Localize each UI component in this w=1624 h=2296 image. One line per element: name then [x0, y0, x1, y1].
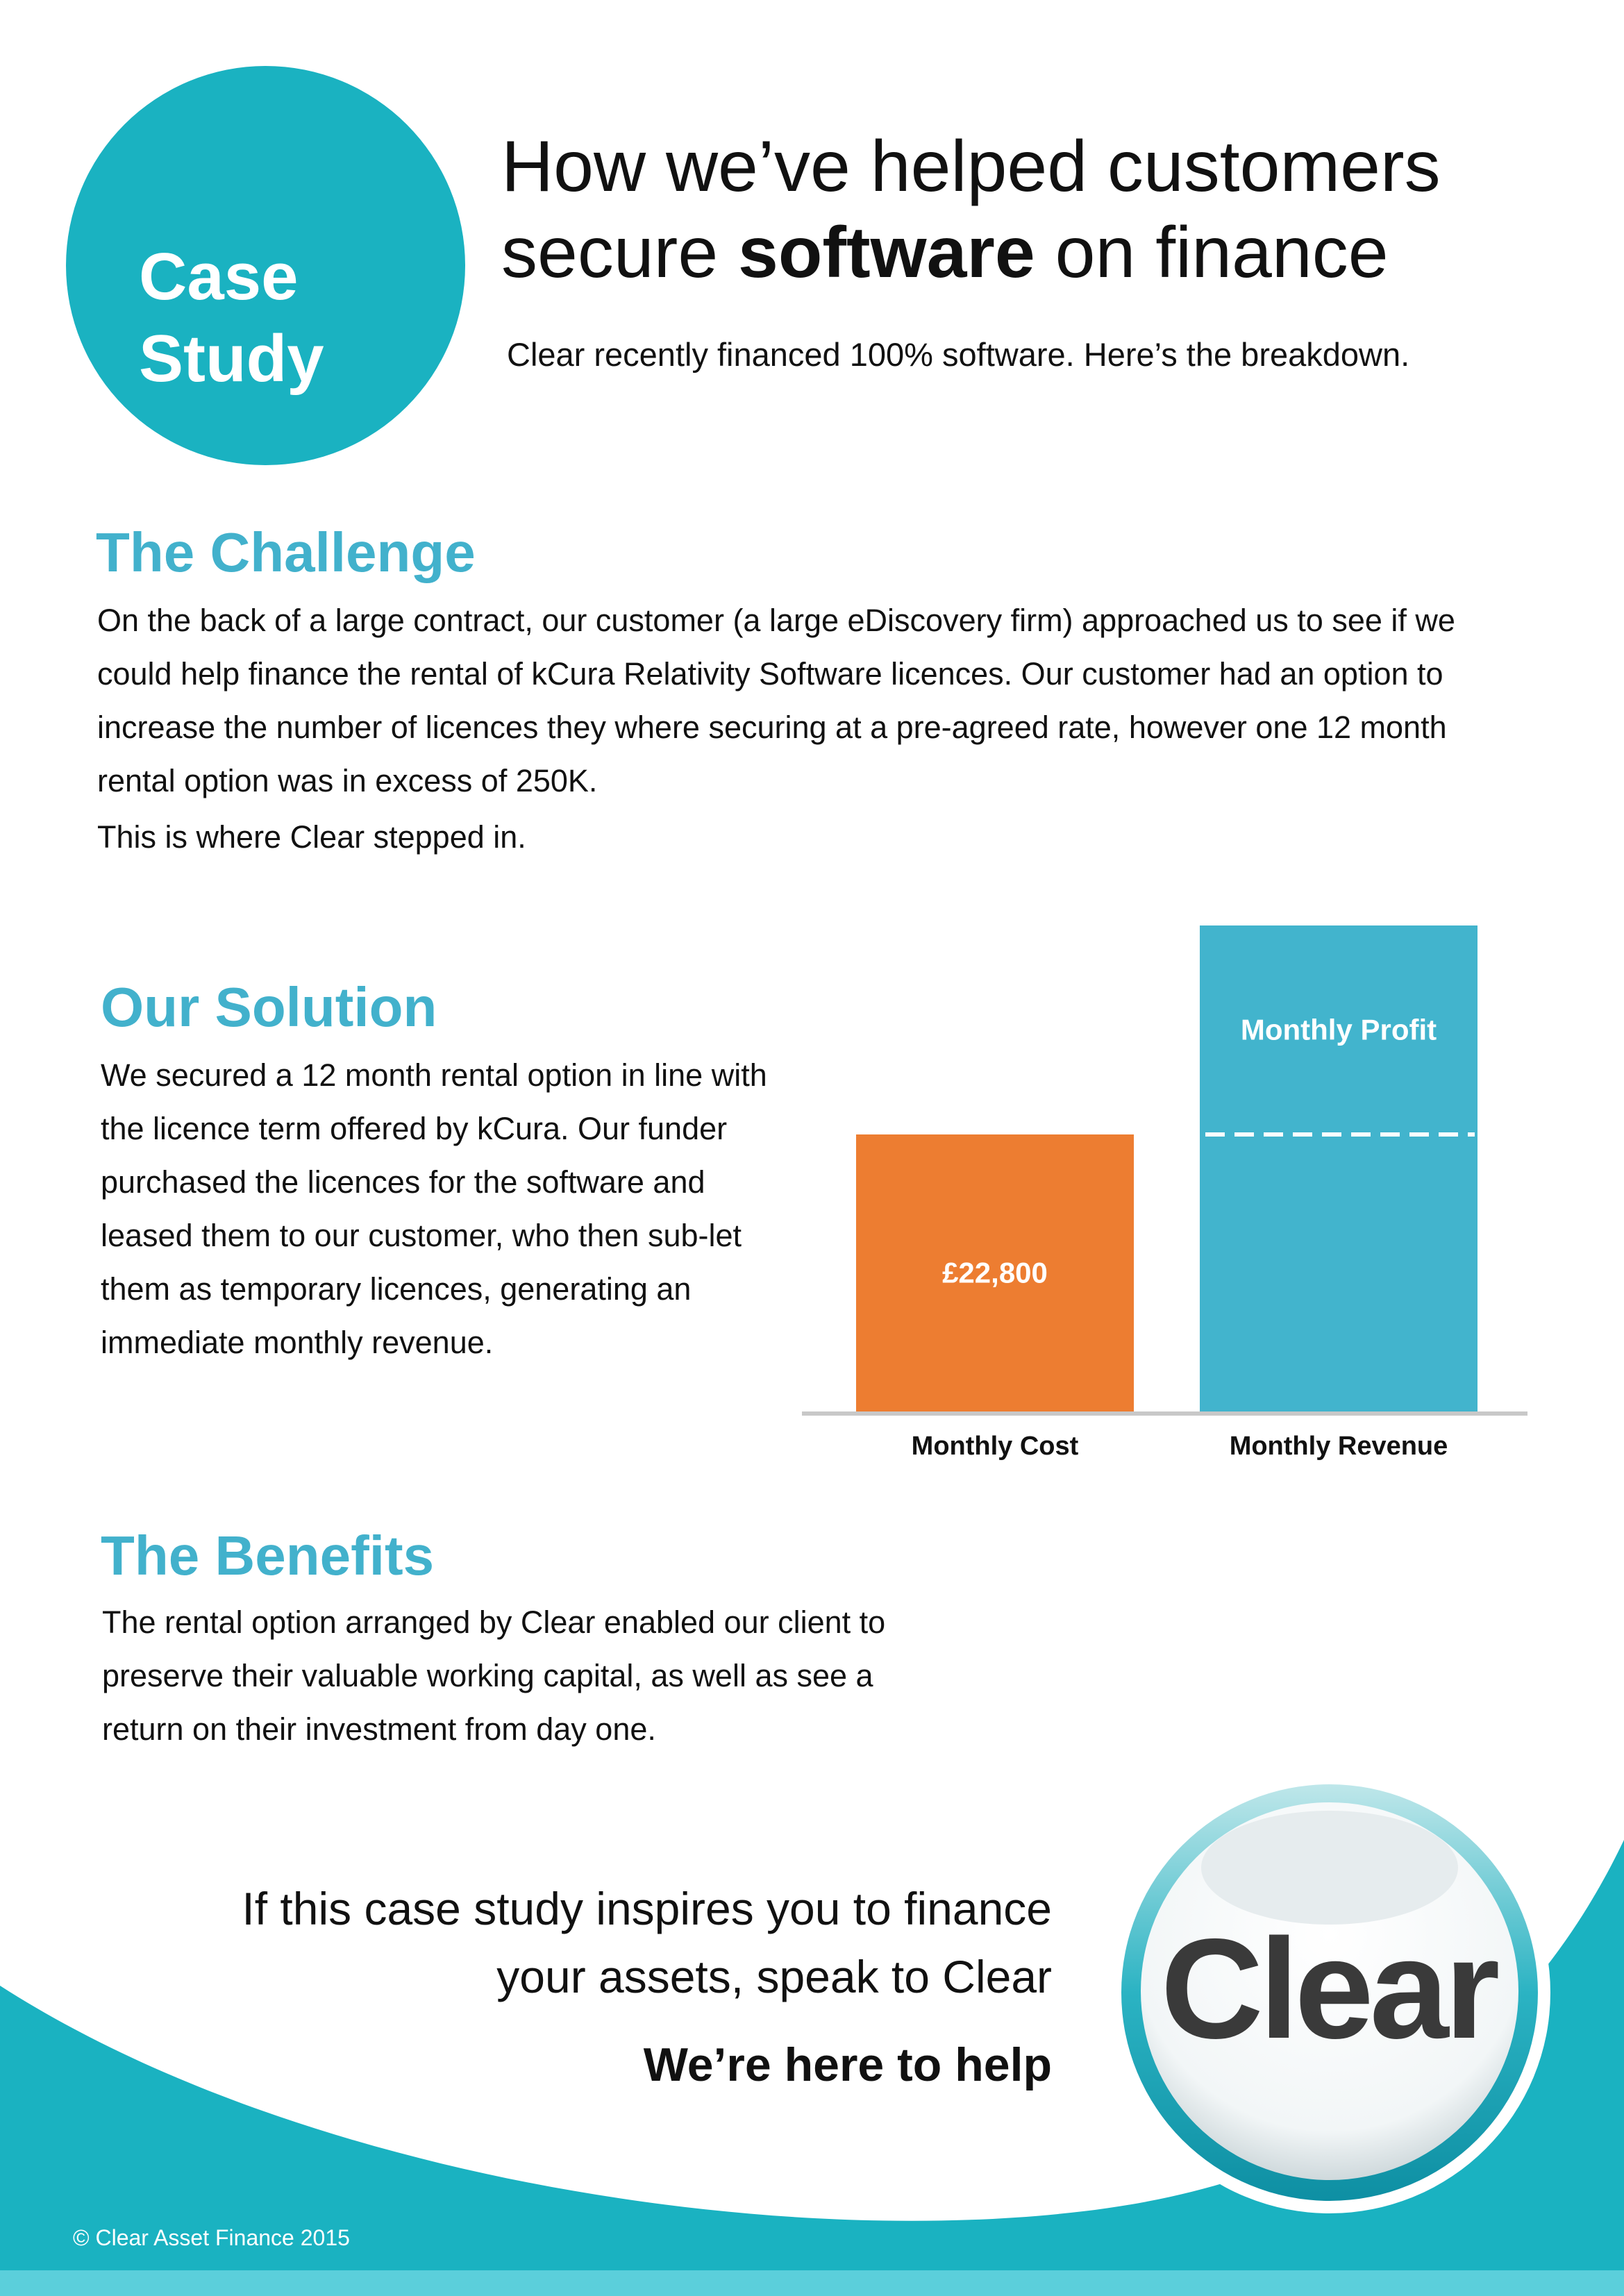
case-study-label [139, 236, 324, 400]
solution-heading: Our Solution [101, 976, 437, 1038]
bar-value-label: £22,800 [942, 1256, 1048, 1289]
bottom-strip [0, 2270, 1624, 2296]
page-title [501, 124, 1441, 296]
x-tick-label-monthly-cost: Monthly Cost [911, 1432, 1079, 1461]
logo-highlight [1201, 1811, 1458, 1925]
cta-line-1: If this case study inspires you to finance [242, 1883, 1052, 1934]
challenge-heading: The Challenge [96, 521, 476, 583]
copyright: © Clear Asset Finance 2015 [73, 2225, 350, 2250]
clear-logo [1107, 1770, 1552, 2215]
badge-line-2: Study [139, 321, 324, 396]
cta-text [0, 1875, 1052, 2011]
logo-wordmark: Clear [1160, 1909, 1496, 2068]
title-line-2 [501, 210, 1441, 296]
x-tick-label-monthly-revenue: Monthly Revenue [1229, 1432, 1448, 1461]
solution-paragraph: We secured a 12 month rental option in line with the licence term offered by kCura. Our funder purchased the licences for the software and leased them to our customer, who then sub-let them as temporary licences, generating an immediate monthly revenue. [101, 1057, 767, 1360]
benefits-paragraph: The rental option arranged by Clear enabled our client to preserve their valuable working capital, as well as see a return on their investment from day one. [102, 1604, 886, 1747]
challenge-closing-line: This is where Clear stepped in. [97, 819, 526, 855]
title-line-2-bold: software [738, 212, 1035, 293]
benefits-heading: The Benefits [101, 1525, 435, 1586]
title-line-2-pre: secure [501, 212, 739, 293]
cta-line-2: your assets, speak to Clear [496, 1951, 1052, 2002]
page-subtitle: Clear recently financed 100% software. Here’s the breakdown. [507, 336, 1410, 373]
title-line-2-post: on finance [1035, 212, 1389, 293]
badge-line-1: Case [139, 240, 299, 314]
cta-tagline: We’re here to help [643, 2038, 1052, 2091]
profit-segment-label: Monthly Profit [1240, 1013, 1437, 1046]
title-line-1: How we’ve helped customers [501, 126, 1441, 207]
cost-revenue-chart [792, 910, 1534, 1479]
challenge-paragraph: On the back of a large contract, our customer (a large eDiscovery firm) approached us to see if we could help finance the rental of kCura Relativity Software licences. Our customer had an option to increase the number of licences they where securing at a pre-agreed rate, however one 12 month rental option was in excess of 250K. [97, 603, 1455, 798]
bar-monthly-revenue [1200, 925, 1477, 1411]
